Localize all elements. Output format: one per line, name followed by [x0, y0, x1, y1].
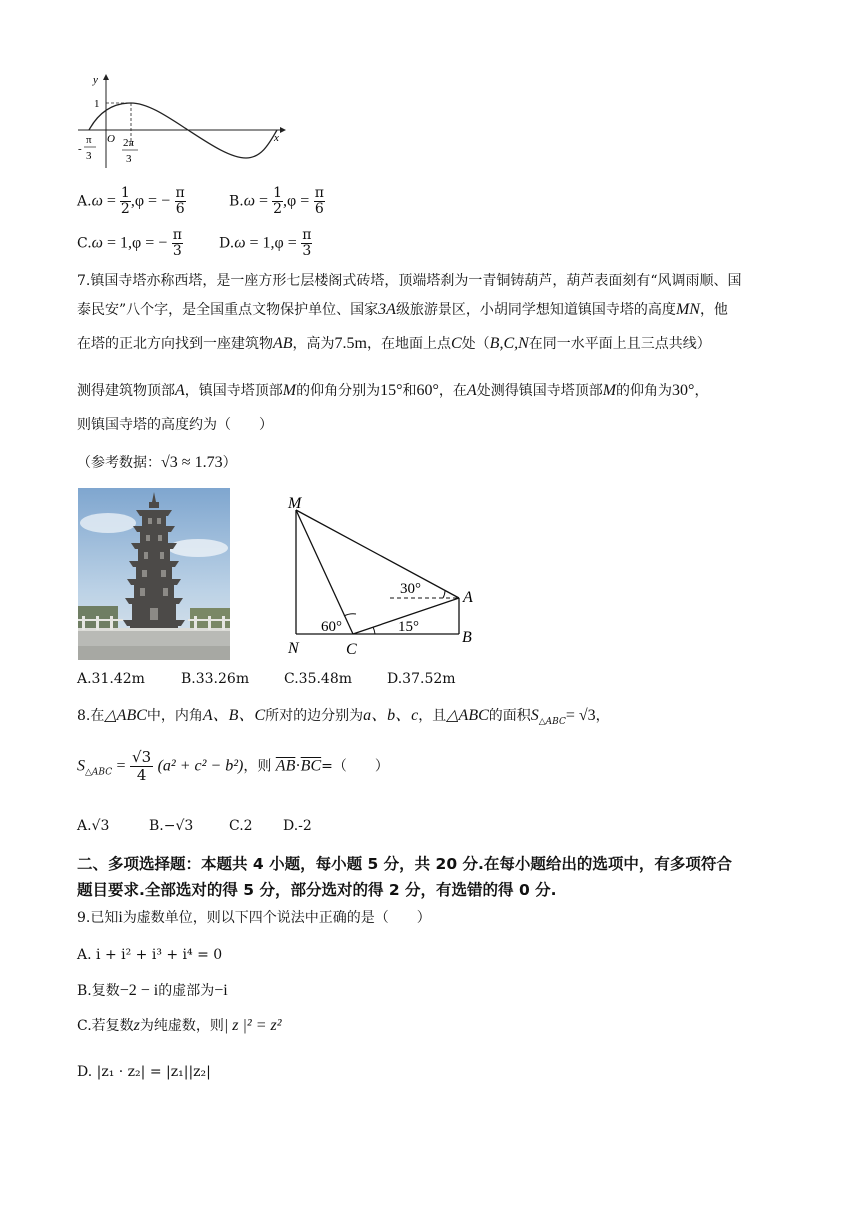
pagoda-photo — [78, 488, 230, 660]
q9-option-d: D. |z₁ · z₂| = |z₁||z₂| — [77, 1064, 211, 1080]
sine-graph — [70, 72, 290, 172]
q7-option-a: A.31.42m — [77, 671, 145, 687]
q8-option-b: B.−√3 — [149, 818, 194, 834]
graph-two-pi: 2π — [123, 137, 135, 149]
q9-option-b: B.复数−2 − i的虚部为−i — [77, 982, 228, 999]
q7-option-c: C.35.48m — [284, 671, 353, 687]
label-M: M — [288, 495, 302, 512]
tower-diagram — [280, 490, 490, 660]
angle-30: 30° — [400, 581, 421, 597]
q9-option-c: C.若复数z为纯虚数，则| z |² = z² — [77, 1017, 282, 1034]
q7-line-3: 在塔的正北方向找到一座建筑物AB，高为7.5m，在地面上点C处（B,C,N在同一水平面上且三点共线） — [77, 335, 711, 352]
q7-line-5: 则镇国寺塔的高度约为（ ） — [77, 417, 273, 433]
graph-three-a: 3 — [86, 150, 92, 162]
q6-option-a: A.ω = $\frac{1}{2}$ ,φ = − $\frac{\pi}{6}$ — [77, 185, 185, 217]
section2-heading-line1: 二、多项选择题：本题共 4 小题，每小题 5 分，共 20 分.在每小题给出的选项中，有多项符合 — [77, 855, 732, 873]
graph-neg-pi: π — [86, 134, 92, 146]
q8-line-1: 8.在△ABC中，内角A、B、C所对的边分别为a、b、c，且△ABC的面积$S_{\triangle ABC}= √3$， — [77, 707, 610, 727]
q7-reference: （参考数据：√3 ≈ 1.73） — [77, 454, 237, 471]
angle-60: 60° — [321, 619, 342, 635]
q7-line-1: 7.镇国寺塔亦称西塔，是一座方形七层楼阁式砖塔，顶端塔刹为一青铜铸葫芦，葫芦表面刻有“风调雨顺、国 — [77, 273, 742, 289]
graph-one: 1 — [94, 98, 100, 110]
q6-option-d: D.ω = 1,φ = $\frac{\pi}{3}$ — [219, 227, 312, 259]
graph-neg-sign: - — [78, 143, 82, 155]
q9-stem: 9.已知i为虚数单位，则以下四个说法中正确的是（ ） — [77, 909, 431, 926]
angle-15: 15° — [398, 619, 419, 635]
q6-option-c: C.ω = 1,φ = − $\frac{\pi}{3}$ — [77, 227, 182, 259]
section2-heading-line2: 题目要求.全部选对的得 5 分，部分选对的得 2 分，有选错的得 0 分. — [77, 881, 557, 899]
q9-option-a: A. i + i² + i³ + i⁴ = 0 — [77, 947, 223, 963]
q7-line-2: 泰民安”八个字，是全国重点文物保护单位、国家3A级旅游景区，小胡同学想知道镇国寺塔的高度MN，他 — [77, 301, 728, 318]
q7-option-b: B.33.26m — [181, 671, 250, 687]
q6-option-b: B.ω = $\frac{1}{2}$ ,φ = $\frac{\pi}{6}$ — [229, 185, 324, 217]
graph-y-label: y — [93, 74, 98, 86]
q8-option-c: C.2 — [229, 818, 253, 834]
label-C: C — [346, 641, 357, 658]
label-B: B — [462, 629, 472, 646]
label-N: N — [288, 640, 299, 657]
q7-line-4: 测得建筑物顶部A，镇国寺塔顶部M的仰角分别为15°和60°，在A处测得镇国寺塔顶部M的仰角为30°， — [77, 382, 709, 399]
graph-origin: O — [107, 133, 115, 145]
graph-x-label: x — [274, 132, 279, 144]
q7-option-d: D.37.52m — [387, 671, 456, 687]
q8-option-d: D.-2 — [283, 818, 312, 834]
label-A: A — [463, 589, 473, 606]
q8-option-a: A.√3 — [77, 818, 110, 834]
graph-three-b: 3 — [126, 153, 132, 165]
q8-line-2: $S_{\triangle ABC}$ = $\frac{√3}{4}$ (a² + c² − b²)，则 $\overline{AB}\cdot\overline{BC}=$（ ） — [77, 748, 389, 784]
